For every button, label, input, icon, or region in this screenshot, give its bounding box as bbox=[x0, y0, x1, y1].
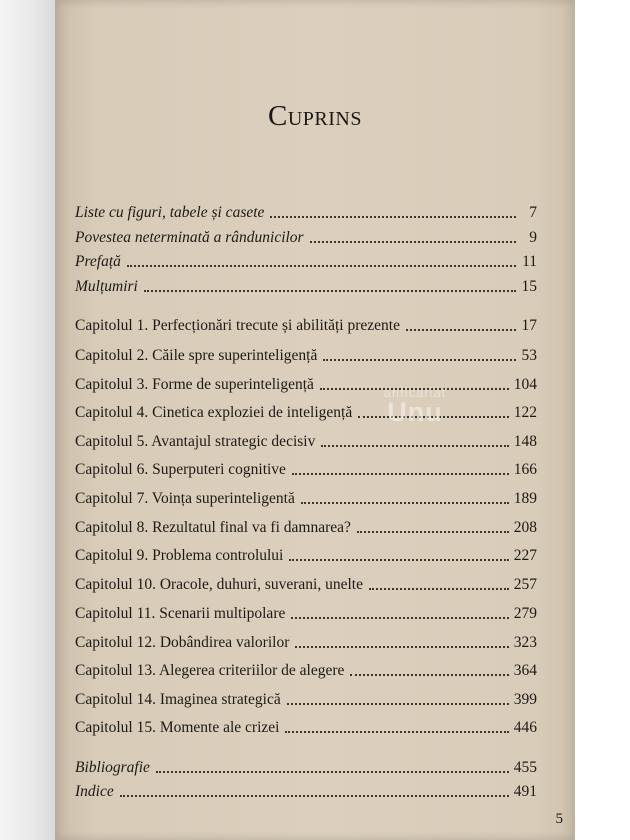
toc-entry-front-1 bbox=[75, 200, 537, 222]
toc-entry-label: Povestea neterminată a rândunicilor bbox=[75, 229, 304, 246]
dot-leader bbox=[127, 265, 516, 267]
toc-entry-label: Bibliografie bbox=[75, 759, 150, 776]
watermark-line-2: Unu bbox=[387, 397, 443, 427]
background-margin bbox=[0, 0, 55, 840]
toc-entry-label: Capitolul 14. Imaginea strategică bbox=[75, 691, 281, 708]
toc-entry-page: 104 bbox=[513, 376, 537, 393]
dot-leader bbox=[270, 216, 516, 218]
dot-leader bbox=[357, 531, 509, 533]
dot-leader bbox=[156, 771, 509, 773]
toc-entry-chapter-11 bbox=[75, 601, 537, 623]
toc-entry-label: Capitolul 12. Dobândirea valorilor bbox=[75, 634, 290, 651]
toc-entry-label: Capitolul 8. Rezultatul final va fi damnarea? bbox=[75, 519, 351, 536]
toc-entry-page: 446 bbox=[513, 719, 537, 736]
toc-entry-chapter-10 bbox=[75, 572, 537, 594]
toc-entry-label: Capitolul 7. Voința superinteligentă bbox=[75, 490, 295, 507]
toc-entry-label: Capitolul 4. Cinetica exploziei de inteligență bbox=[75, 404, 353, 421]
toc-entry-label: Capitolul 6. Superputeri cognitive bbox=[75, 461, 286, 478]
toc-entry-front-2 bbox=[75, 225, 537, 247]
toc-entry-page: 323 bbox=[513, 634, 537, 651]
toc-entry-page: 166 bbox=[513, 461, 537, 478]
toc-entry-chapter-3 bbox=[75, 372, 537, 394]
toc-entry-label: Capitolul 5. Avantajul strategic decisiv bbox=[75, 433, 316, 450]
toc-entry-page: 7 bbox=[529, 204, 537, 221]
toc-entry-page: 9 bbox=[529, 229, 537, 246]
dot-leader bbox=[320, 388, 509, 390]
toc-entry-label: Mulțumiri bbox=[75, 278, 138, 295]
toc-entry-chapter-12 bbox=[75, 630, 537, 652]
dot-leader bbox=[323, 359, 516, 361]
page-title: Cuprins bbox=[268, 100, 362, 132]
toc-entry-label: Capitolul 13. Alegerea criteriilor de alegere bbox=[75, 662, 345, 679]
toc-entry-back-1 bbox=[75, 755, 537, 777]
toc-entry-label: Capitolul 1. Perfecționări trecute și abilități prezente bbox=[75, 317, 400, 334]
dot-leader bbox=[144, 290, 516, 292]
toc-entry-page: 11 bbox=[522, 253, 537, 270]
toc-entry-front-3 bbox=[75, 249, 537, 271]
toc-entry-label: Indice bbox=[75, 783, 114, 800]
toc-entry-label: Liste cu figuri, tabele și casete bbox=[75, 204, 265, 221]
toc-entry-chapter-9 bbox=[75, 543, 537, 565]
dot-leader bbox=[287, 703, 509, 705]
toc-entry-label: Capitolul 3. Forme de superinteligență bbox=[75, 376, 314, 393]
dot-leader bbox=[285, 731, 508, 733]
toc-entry-page: 122 bbox=[513, 404, 537, 421]
toc-entry-chapter-2 bbox=[75, 343, 537, 365]
toc-entry-back-2 bbox=[75, 779, 537, 801]
toc-entry-page: 189 bbox=[513, 490, 537, 507]
toc-entry-label: Capitolul 11. Scenarii multipolare bbox=[75, 605, 286, 622]
toc-entry-chapter-13 bbox=[75, 658, 537, 680]
toc-entry-page: 17 bbox=[521, 317, 537, 334]
dot-leader bbox=[289, 559, 508, 561]
toc-entry-page: 53 bbox=[521, 347, 537, 364]
toc-entry-chapter-1 bbox=[75, 313, 537, 335]
toc-entry-page: 279 bbox=[513, 605, 537, 622]
toc-entry-page: 455 bbox=[513, 759, 537, 776]
toc-entry-page: 227 bbox=[513, 547, 537, 564]
dot-leader bbox=[406, 329, 516, 331]
toc-entry-page: 364 bbox=[513, 662, 537, 679]
toc-entry-page: 399 bbox=[513, 691, 537, 708]
toc-entry-label: Capitolul 2. Căile spre superinteligență bbox=[75, 347, 318, 364]
dot-leader bbox=[292, 473, 509, 475]
toc-entry-chapter-15 bbox=[75, 715, 537, 737]
toc-entry-page: 208 bbox=[513, 519, 537, 536]
dot-leader bbox=[310, 241, 516, 243]
toc-entry-front-4 bbox=[75, 274, 537, 296]
toc-entry-chapter-4 bbox=[75, 397, 537, 427]
dot-leader bbox=[321, 445, 508, 447]
dot-leader bbox=[358, 416, 509, 418]
toc-entry-label: Capitolul 15. Momente ale crizei bbox=[75, 719, 280, 736]
dot-leader bbox=[120, 795, 509, 797]
toc-entry-page: 491 bbox=[513, 783, 537, 800]
dot-leader bbox=[301, 502, 509, 504]
toc-entry-label: Prefață bbox=[75, 253, 121, 270]
toc-entry-chapter-5 bbox=[75, 429, 537, 451]
toc-entry-chapter-14 bbox=[75, 687, 537, 709]
toc-entry-label: Capitolul 10. Oracole, duhuri, suverani, unelte bbox=[75, 576, 363, 593]
toc-entry-page: 15 bbox=[521, 278, 537, 295]
page-number: 5 bbox=[555, 811, 563, 827]
dot-leader bbox=[369, 588, 509, 590]
toc-entry-page: 148 bbox=[513, 433, 537, 450]
dot-leader bbox=[295, 646, 508, 648]
dot-leader bbox=[350, 674, 508, 676]
book-page bbox=[55, 0, 575, 840]
toc-entry-chapter-8 bbox=[75, 515, 537, 537]
toc-entry-chapter-7 bbox=[75, 486, 537, 508]
toc-entry-chapter-6 bbox=[75, 457, 537, 479]
watermark-line-1: anticariat bbox=[383, 385, 447, 400]
dot-leader bbox=[291, 617, 508, 619]
toc-entry-page: 257 bbox=[513, 576, 537, 593]
toc-entry-label: Capitolul 9. Problema controlului bbox=[75, 547, 284, 564]
